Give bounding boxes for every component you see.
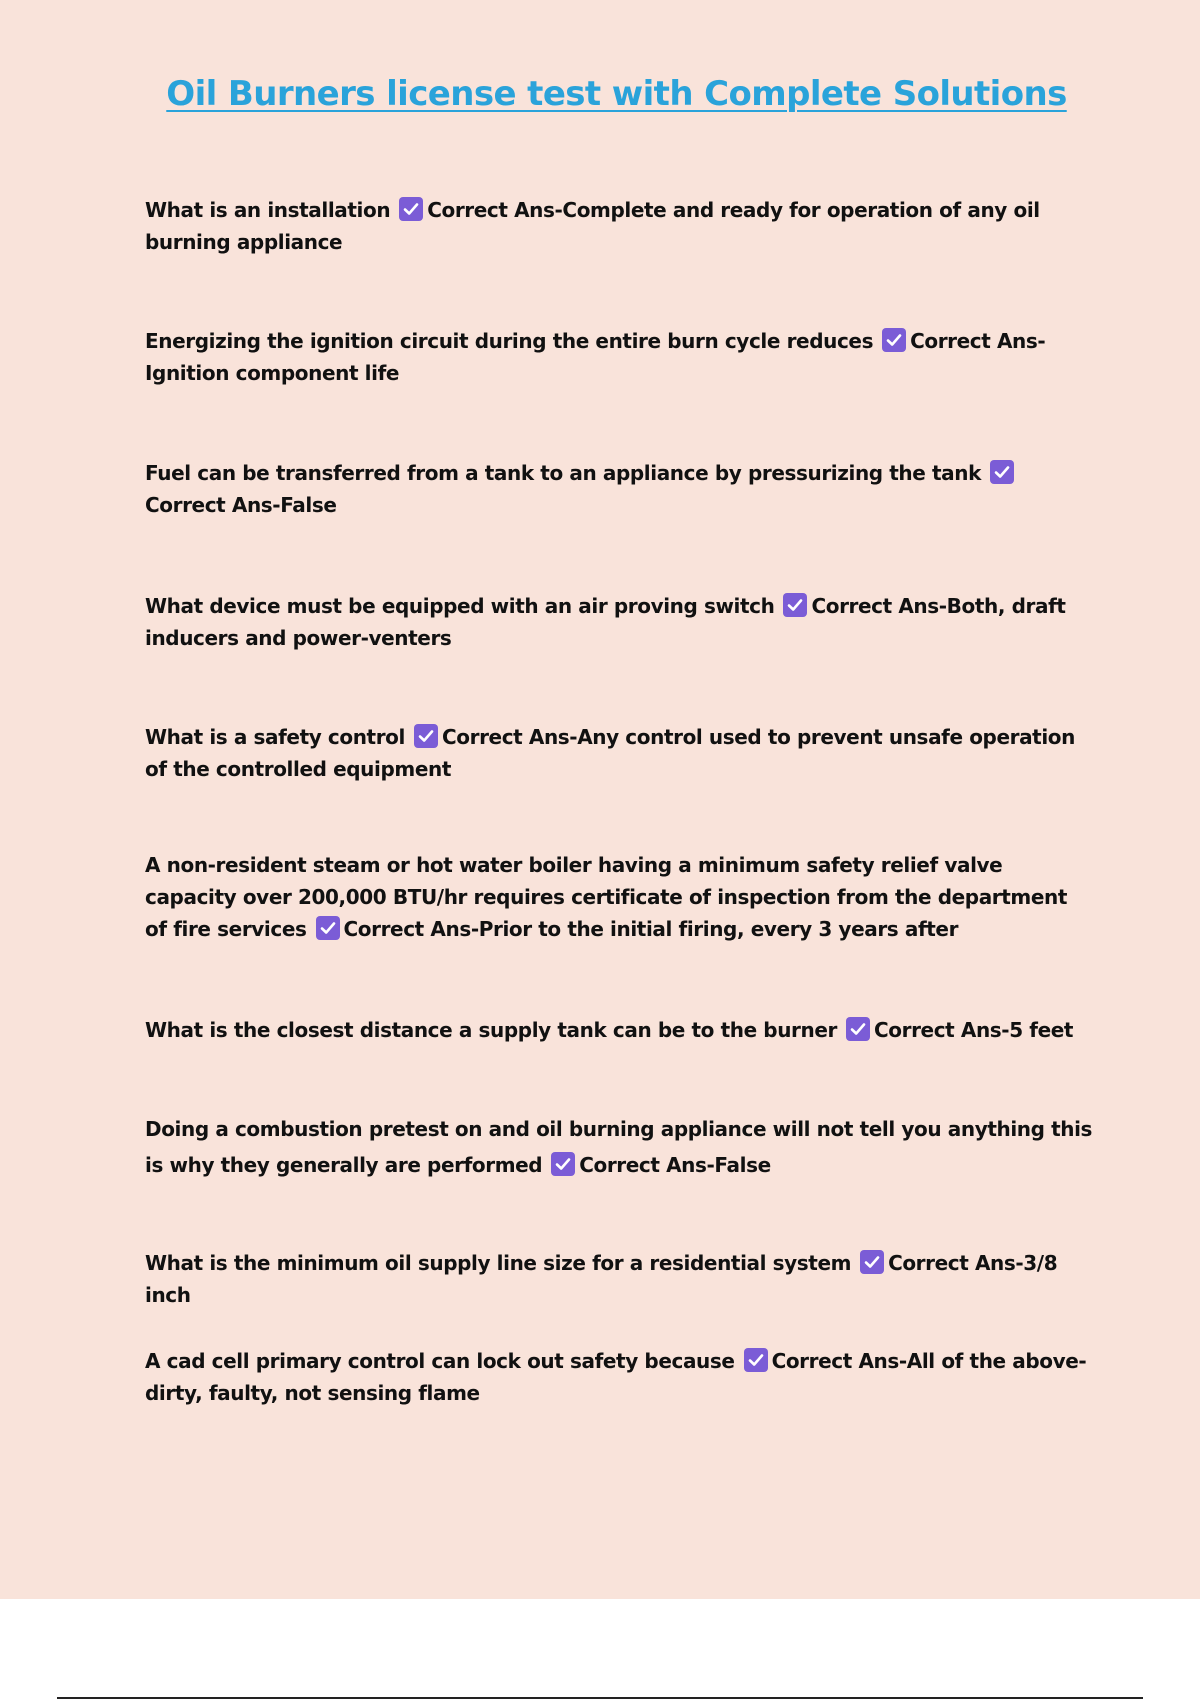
question-text: What is a safety control — [145, 725, 405, 749]
question-text: Energizing the ignition circuit during the entire burn cycle reduces — [145, 329, 874, 353]
answer-text: Correct Ans-False — [145, 493, 337, 517]
checkbox-checked-icon — [551, 1152, 575, 1176]
qa-item-8 — [145, 1111, 1095, 1183]
document-title: Oil Burners license test with Complete Solutions — [166, 74, 1067, 114]
question-text: Doing a combustion pretest on and oil burning appliance will not tell you anything this is why they generally are performed — [145, 1117, 1093, 1177]
checkbox-checked-icon — [414, 724, 438, 748]
qa-item-5 — [145, 721, 1095, 785]
answer-text: Correct Ans-5 feet — [874, 1018, 1074, 1042]
checkbox-checked-icon — [882, 328, 906, 352]
qa-item-2 — [145, 325, 1095, 389]
checkbox-checked-icon — [316, 916, 340, 940]
question-text: A cad cell primary control can lock out safety because — [145, 1349, 735, 1373]
checkbox-checked-icon — [783, 593, 807, 617]
checkbox-checked-icon — [860, 1250, 884, 1274]
answer-text: Correct Ans-All of the above- dirty, faulty, not sensing flame — [145, 1349, 1087, 1405]
qa-item-10 — [145, 1345, 1095, 1409]
qa-item-6 — [145, 849, 1095, 945]
checkbox-checked-icon — [744, 1348, 768, 1372]
question-text: What is the closest distance a supply tank can be to the burner — [145, 1018, 837, 1042]
qa-item-1 — [145, 194, 1095, 258]
question-text: What device must be equipped with an air proving switch — [145, 594, 775, 618]
qa-item-4 — [145, 590, 1095, 654]
question-text: What is the minimum oil supply line size for a residential system — [145, 1251, 852, 1275]
answer-text: Correct Ans-Any control used to prevent unsafe operation of the controlled equipment — [145, 725, 1075, 781]
checkbox-checked-icon — [846, 1017, 870, 1041]
answer-text: Correct Ans-Prior to the initial firing, every 3 years after — [343, 917, 959, 941]
qa-item-9 — [145, 1247, 1095, 1311]
page-bottom-divider — [57, 1697, 1143, 1699]
checkbox-checked-icon — [399, 197, 423, 221]
qa-item-7 — [145, 1014, 1095, 1046]
question-text: Fuel can be transferred from a tank to an appliance by pressurizing the tank — [145, 461, 981, 485]
answer-text: Correct Ans-3/8 inch — [145, 1251, 1058, 1307]
answer-text: Correct Ans-Complete and ready for operation of any oil burning appliance — [145, 198, 1040, 254]
answer-text: Correct Ans-Ignition component life — [145, 329, 1046, 385]
qa-item-3 — [145, 457, 1095, 521]
checkbox-checked-icon — [990, 460, 1014, 484]
answer-text: Correct Ans-Both, draft inducers and power-venters — [145, 594, 1066, 650]
question-text: What is an installation — [145, 198, 391, 222]
answer-text: Correct Ans-False — [579, 1153, 771, 1177]
question-text: A non-resident steam or hot water boiler having a minimum safety relief valve capacity over 200,000 BTU/hr requires certificate of inspection from the department of fire services — [145, 853, 1068, 941]
